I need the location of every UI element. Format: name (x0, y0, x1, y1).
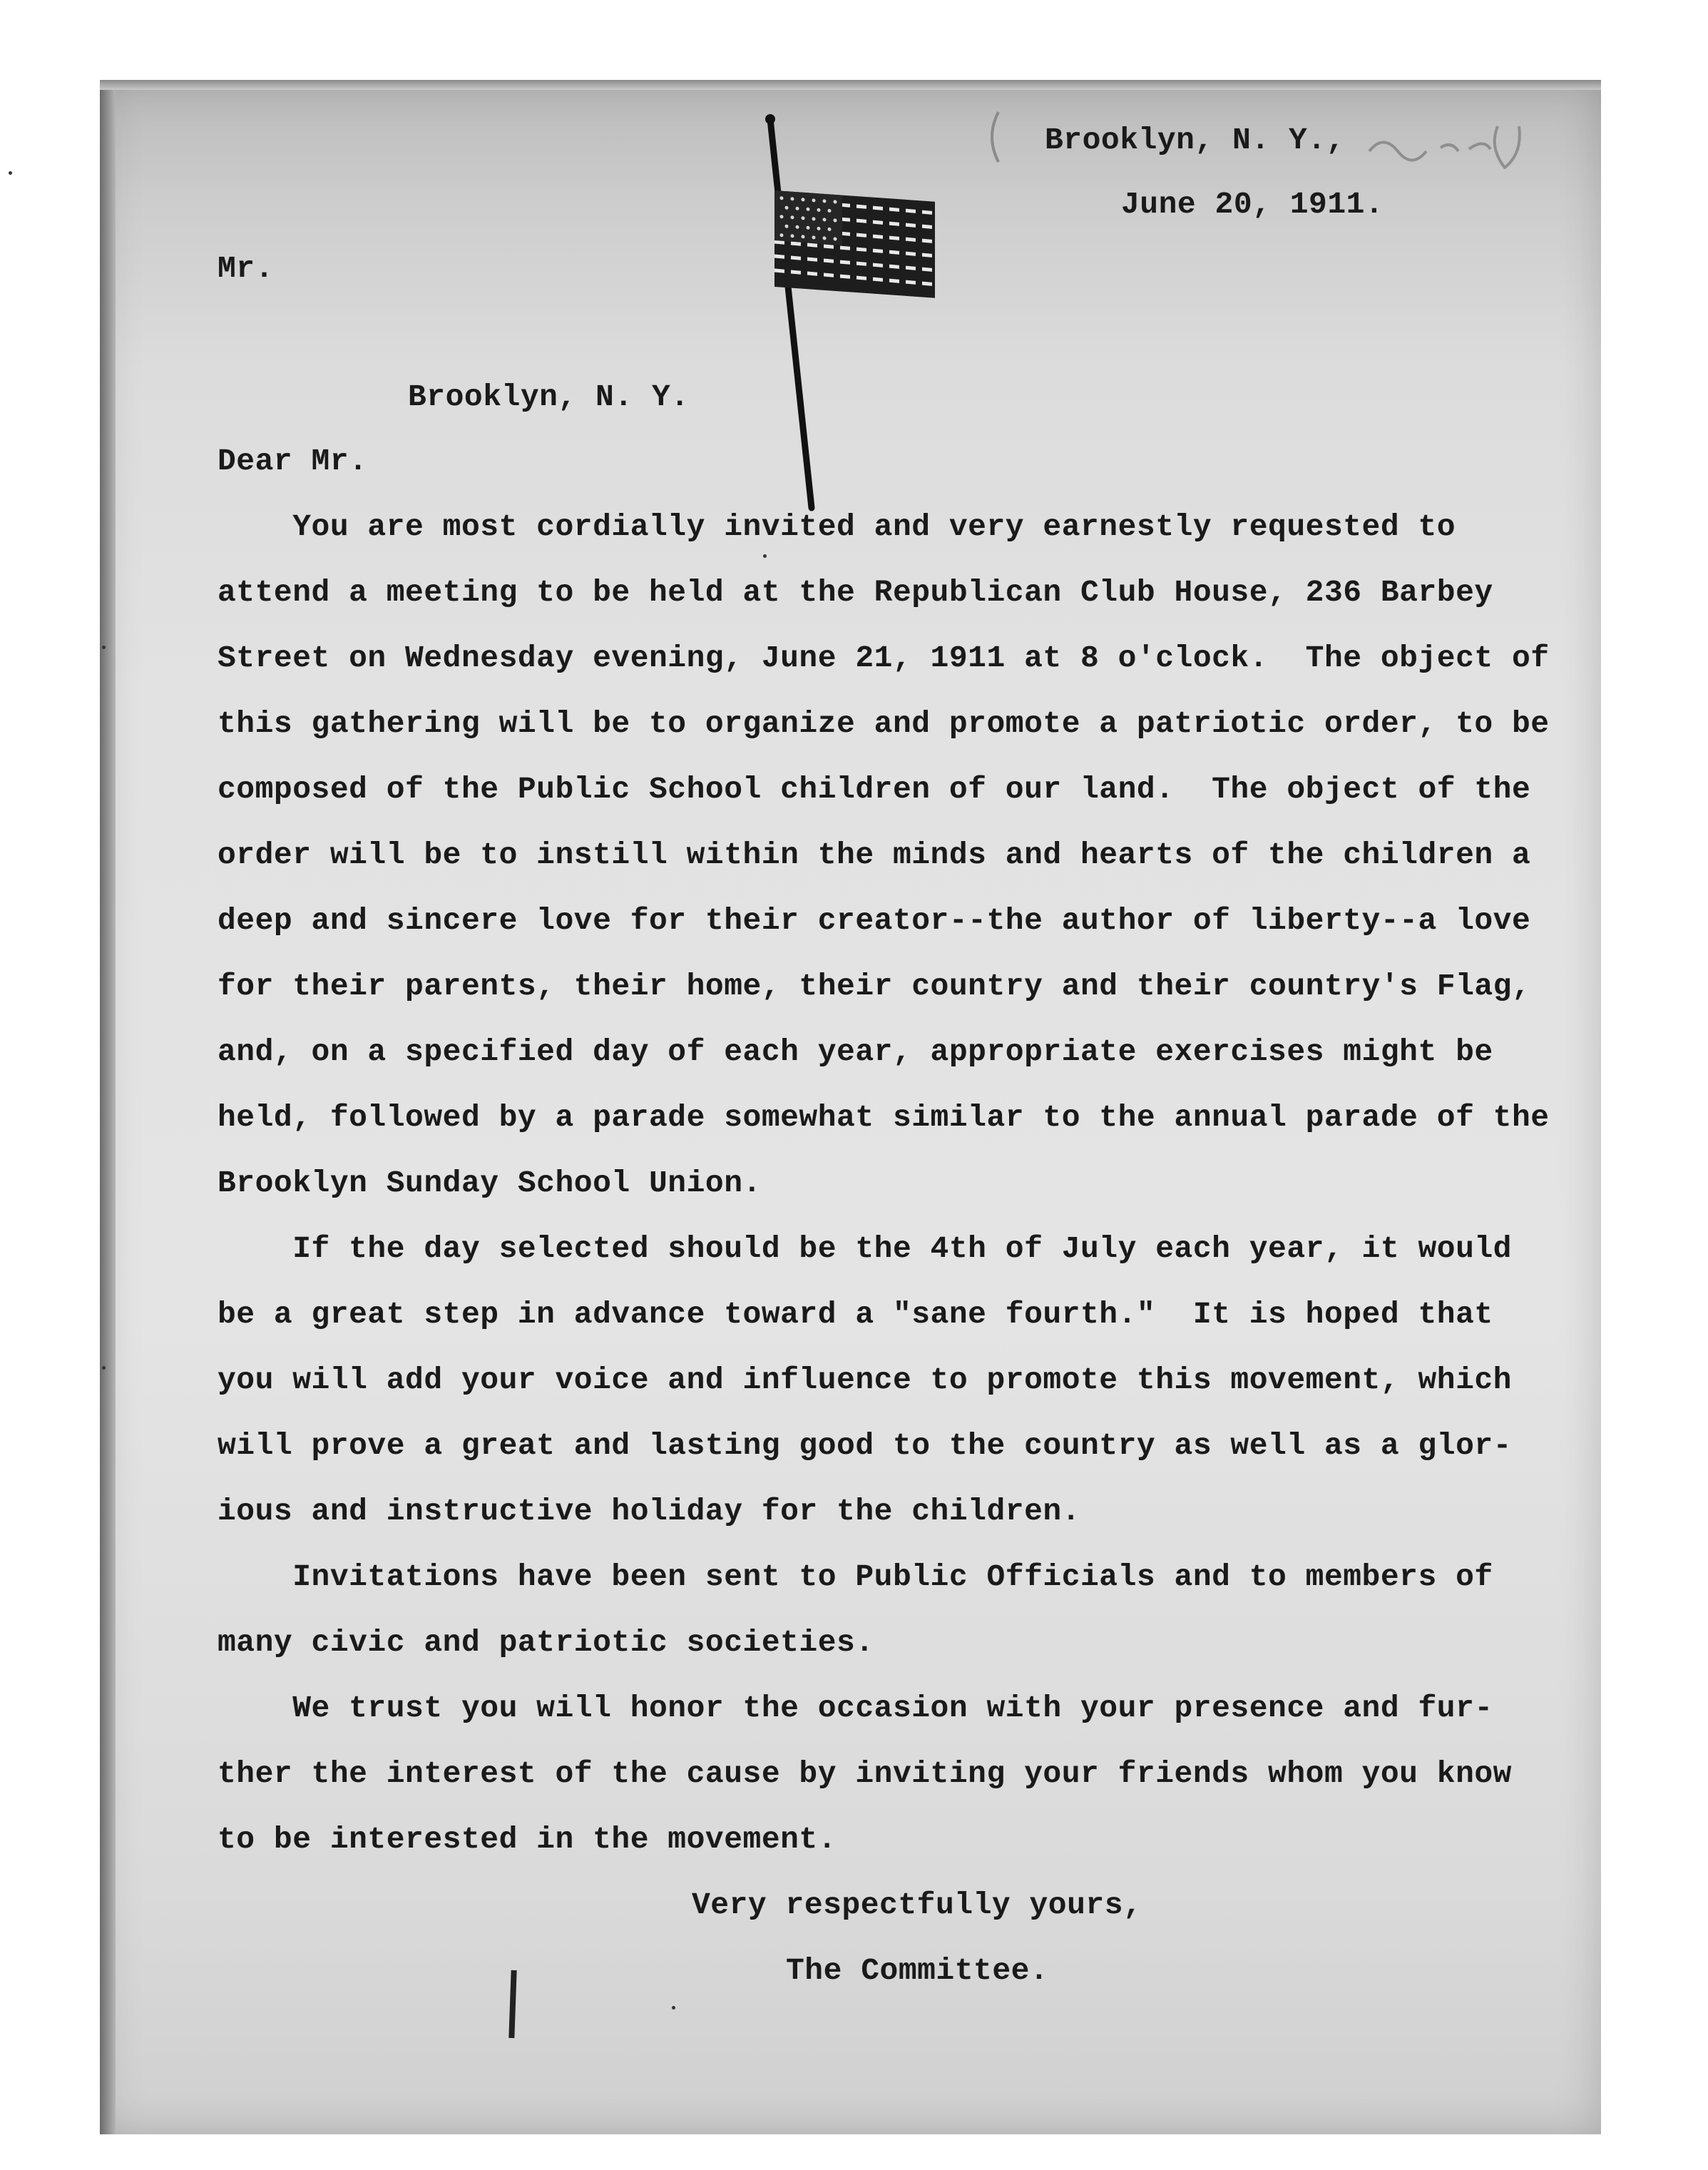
body-line: held, followed by a parade somewhat similar to the annual parade of the (218, 1100, 1550, 1135)
body-line: If the day selected should be the 4th of July each year, it would (218, 1231, 1512, 1266)
recipient-address: Brooklyn, N. Y. (408, 380, 690, 414)
signature: The Committee. (786, 1953, 1049, 1988)
body-line: You are most cordially invited and very earnestly requested to (218, 509, 1456, 544)
letter-sheet (100, 80, 1601, 2134)
body-line: Invitations have been sent to Public Officials and to members of (218, 1559, 1493, 1594)
closing: Very respectfully yours, (692, 1888, 1142, 1922)
body-line: and, on a specified day of each year, appropriate exercises might be (218, 1034, 1493, 1069)
ink-speck (763, 554, 767, 558)
body-line: to be interested in the movement. (218, 1822, 837, 1857)
body-line: attend a meeting to be held at the Republican Club House, 236 Barbey (218, 575, 1493, 610)
body-line: ious and instructive holiday for the children. (218, 1494, 1080, 1529)
ink-speck (672, 2006, 675, 2009)
page-top-edge (100, 80, 1601, 90)
greeting: Dear Mr. (218, 444, 368, 479)
body-line: ther the interest of the cause by inviting your friends whom you know (218, 1756, 1512, 1791)
pencil-annotation-icon (984, 108, 1006, 165)
margin-speck (9, 171, 12, 175)
margin-speck (102, 1366, 106, 1370)
body-line: for their parents, their home, their country and their country's Flag, (218, 969, 1531, 1004)
body-line: be a great step in advance toward a "sane fourth." It is hoped that (218, 1297, 1493, 1332)
body-line: many civic and patriotic societies. (218, 1625, 874, 1660)
body-line: this gathering will be to organize and promote a patriotic order, to be (218, 706, 1550, 741)
page-left-edge (100, 80, 116, 2134)
body-line: composed of the Public School children of our land. The object of the (218, 772, 1531, 807)
body-line: Brooklyn Sunday School Union. (218, 1166, 762, 1201)
body-line: order will be to instill within the minds and hearts of the children a (218, 837, 1531, 872)
body-line: We trust you will honor the occasion with your presence and fur- (218, 1691, 1493, 1726)
body-line: Street on Wednesday evening, June 21, 1911 at 8 o'clock. The object of (218, 641, 1550, 676)
pencil-scribble-icon (1362, 119, 1526, 169)
american-flag-icon (756, 112, 941, 511)
margin-speck (102, 646, 106, 649)
body-line: will prove a great and lasting good to the country as well as a glor- (218, 1428, 1512, 1463)
body-line: you will add your voice and influence to promote this movement, which (218, 1362, 1512, 1397)
ink-stroke-mark (508, 1970, 516, 2038)
recipient-name: Mr. (218, 251, 274, 286)
letter-place: Brooklyn, N. Y., (1045, 123, 1345, 158)
letter-date: June 20, 1911. (1121, 187, 1384, 222)
body-line: deep and sincere love for their creator--the author of liberty--a love (218, 903, 1531, 938)
